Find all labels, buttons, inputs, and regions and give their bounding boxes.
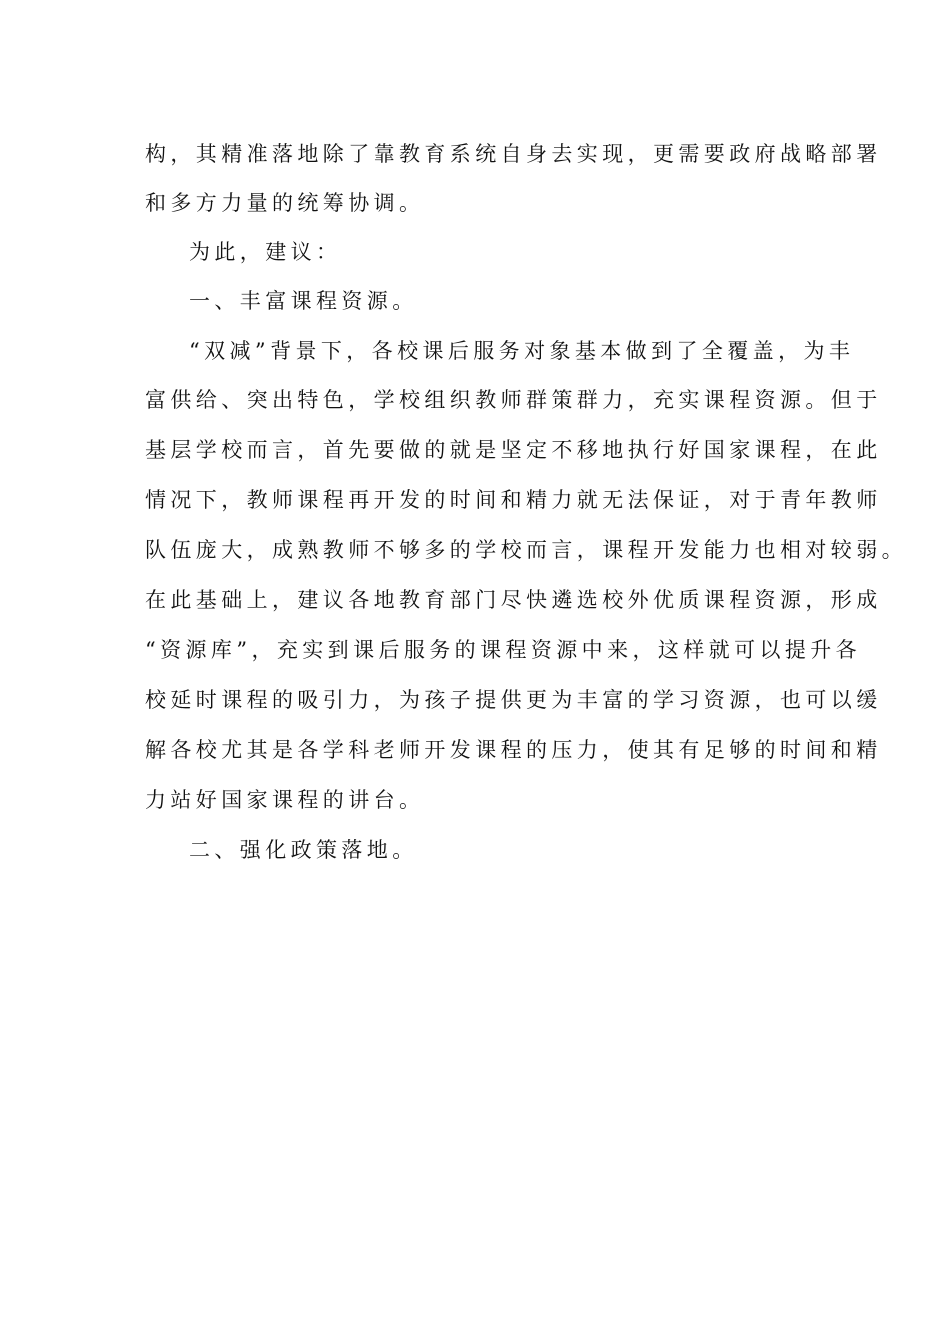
paragraph-line: 富供给、突出特色，学校组织教师群策群力，充实课程资源。但于 [145,388,882,412]
paragraph-line: 校延时课程的吸引力，为孩子提供更为丰富的学习资源，也可以缓 [145,688,882,712]
paragraph-line: 情况下，教师课程再开发的时间和精力就无法保证，对于青年教师 [145,488,882,512]
section-heading: 一、丰富课程资源。 [189,289,418,313]
paragraph-line: “双减”背景下，各校课后服务对象基本做到了全覆盖，为丰 [189,339,855,363]
paragraph-line: 为此，建议： [189,240,342,264]
paragraph-line: 解各校尤其是各学科老师开发课程的压力，使其有足够的时间和精 [145,738,882,762]
paragraph-line: 在此基础上，建议各地教育部门尽快遴选校外优质课程资源，形成 [145,588,882,612]
paragraph-line: 力站好国家课程的讲台。 [145,788,425,812]
paragraph-line: 和多方力量的统筹协调。 [145,191,425,215]
section-heading: 二、强化政策落地。 [189,838,418,862]
paragraph-line: “资源库”，充实到课后服务的课程资源中来，这样就可以提升各 [145,638,862,662]
paragraph-line: 队伍庞大，成熟教师不够多的学校而言，课程开发能力也相对较弱。 [145,538,907,562]
paragraph-line: 构，其精准落地除了靠教育系统自身去实现，更需要政府战略部署 [145,142,882,166]
paragraph-line: 基层学校而言，首先要做的就是坚定不移地执行好国家课程，在此 [145,438,882,462]
